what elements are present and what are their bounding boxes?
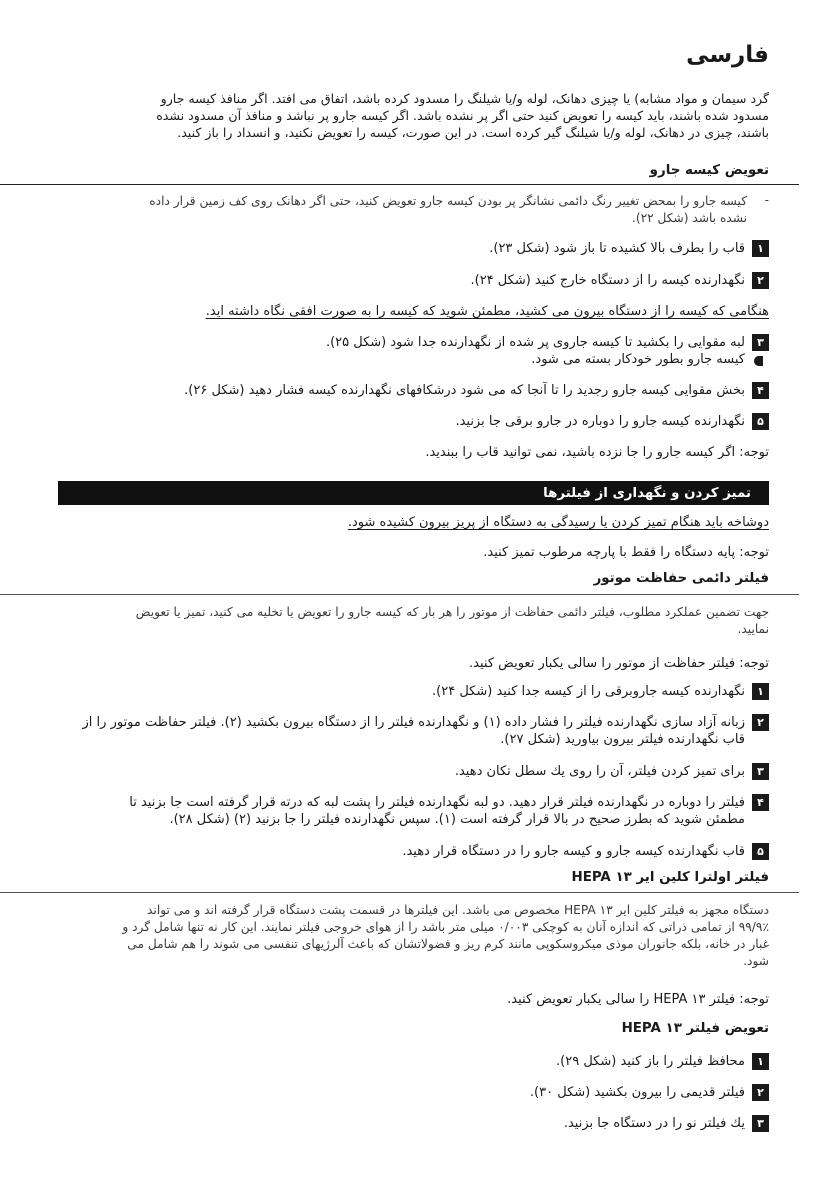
step-line: فیلتر را دوباره در نگهدارنده فیلتر قرار دهید. دو لبه نگهدارنده فیلتر را پشت لبه که درته قرار گرفته است جا بزنید تا [129,795,745,810]
intro-line: مسدود شده باشند، باید کیسه را تعویض کنید حتی اگر پر نشده باشد. اگر کیسه جارو پر نباشد و منافذ آن مسدود نشده [156,108,769,123]
language-title: فارسی [686,42,769,68]
step-item [564,1115,769,1132]
section-bar-title: تمیز کردن و نگهداری از فیلترها [543,485,751,501]
step-number: ۴ [752,794,769,811]
step-line: زبانه آزاد سازی نگهدارنده فیلتر را فشار داده (۱) و نگهدارنده فیلتر را از دستگاه بیرون بکشید (۲). فیلتر حفاظت موتور را از [82,715,745,730]
step-number: ۲ [752,714,769,731]
replace-hepa-heading: تعویض فیلتر HEPA ۱۳ [621,1021,769,1036]
step-item [184,382,769,399]
hepa-paragraph [58,902,769,970]
step-item [83,714,769,748]
step-text: فیلتر قدیمی را بیرون بکشید (شکل ۳۰). [529,1085,745,1100]
step-number: ۱ [752,240,769,257]
step-text: محافظ فیلتر را باز کنید (شکل ۲۹). [556,1054,745,1069]
bullet-dot [754,356,763,366]
step-item [129,794,769,828]
step-text: بخش مقوایی کیسه جارو رجدید را تا آنجا که می شود درشکافهای نگهدارنده کیسه فشار دهید (شکل ۲۶). [184,383,745,398]
warning-text: دوشاخه باید هنگام تمیز کردن یا رسیدگی به دستگاه از پریز بیرون کشیده شود. [347,515,769,530]
step-item [402,843,769,860]
step-text: برای تمیز کردن فیلتر، آن را روی یك سطل تکان دهید. [454,764,745,779]
note-text: توجه: فیلتر HEPA ۱۳ را سالی یکبار تعویض کنید. [507,992,769,1007]
motor-filter-paragraph [58,604,769,638]
step-line: قاب نگهدارنده فیلتر بیرون بیاورید (شکل ۲۷). [500,732,745,747]
step-number: ۲ [752,272,769,289]
intro-line: باشند، چیزی در دهانک، لوله و/یا شیلنگ گیر کرده است. در این صورت، کیسه را تعویض نکنید، و انسداد را باز کنید. [177,125,769,140]
step-number: ۳ [752,763,769,780]
dash-note [58,193,769,227]
step-item [326,334,769,351]
step-text [83,714,745,748]
step-item [530,1084,769,1101]
step-item [432,683,769,700]
step-number: ۳ [752,1115,769,1132]
note-text: توجه: فیلتر حفاظت از موتور را سالی یکبار تعویض کنید. [469,656,769,671]
step-text: لبه مقوایی را بکشید تا کیسه جاروی پر شده از نگهدارنده جدا شود (شکل ۲۵). [325,335,745,350]
paragraph-line: غبار در خانه، بلکه جانوران موذی میکروسکوپی مانند کرم ریز و فضولاتشان که باعث آلرژیهای تنفسی می شوند را هم شامل می [127,937,769,951]
intro-line: گرد سیمان و مواد مشابه) یا چیزی دهانک، لوله و/یا شیلنگ را مسدود کرده باشد، اتفاق می افتد. اگر منافذ کیسه جارو [160,91,769,106]
replace-bag-heading: تعویض کیسه جارو [649,163,769,178]
step-text: قاب نگهدارنده کیسه جارو و کیسه جارو را در دستگاه قرار دهید. [402,844,745,859]
section-bar [58,481,769,505]
step-number: ۲ [752,1084,769,1101]
step-item [455,413,769,430]
dash-bullet: - [764,193,769,207]
step-text: نگهدارنده کیسه جارو را دوباره در جارو برقی جا بزنید. [455,414,745,429]
section-rule [0,594,799,595]
step-number: ۵ [752,843,769,860]
step-text: نگهدارنده کیسه را از دستگاه خارج کنید (شکل ۲۴). [470,273,745,288]
note-text: توجه: اگر کیسه جارو را جا نزده باشید، نمی توانید قاب را ببندید. [425,445,769,460]
step-number: ۵ [752,413,769,430]
step-item [556,1053,769,1070]
section-rule [0,892,799,893]
dash-note-line: نشده باشد (شکل ۲۲). [631,211,747,225]
step-item [455,763,769,780]
hepa-filter-heading: فیلتر اولترا کلین ایر HEPA ۱۳ [571,870,769,885]
intro-paragraph [58,90,769,141]
section-rule [0,184,799,185]
dash-note-line: کیسه جارو را بمحض تغییر رنگ دائمی نشانگر پر بودن کیسه جارو تعویض کنید، حتی اگر دهانک روی کف زمین قرار داده [149,194,747,208]
paragraph-line: ۹۹/۹٪ از تمامی ذراتی که اندازه آنان به کوچکی ۰/۰۰۳ میلی متر باشد را از هوای خروجی فیلتر نمایند. این کار نه تنها شامل گرد و [122,920,769,934]
step-text: یك فیلتر نو را در دستگاه جا بزنید. [563,1116,745,1131]
step-text: نگهدارنده کیسه جاروبرقی را از کیسه جدا کنید (شکل ۲۴). [432,684,745,699]
paragraph-line: جهت تضمین عملکرد مطلوب، فیلتر دائمی حفاظت از موتور را هر بار که کیسه جارو را تعویض یا تخلیه می کنید، تمیز یا تعویض [135,605,769,619]
step-text: قاب را بطرف بالا کشیده تا باز شود (شکل ۲۳). [489,241,745,256]
paragraph-line: دستگاه مجهز به فیلتر کلین ایر HEPA ۱۳ مخصوص می باشد. این فیلترها در قسمت پشت دستگاه قرار گرفته اند و می تواند [147,903,769,917]
step-subtext: کیسه جارو بطور خودکار بسته می شود. [531,352,745,367]
step-number: ۱ [752,683,769,700]
step-number: ۴ [752,382,769,399]
motor-filter-heading: فیلتر دائمی حفاظت موتور [593,571,769,586]
paragraph-line: شود. [743,954,769,968]
note-text: توجه: پایه دستگاه را فقط با پارچه مرطوب تمیز کنید. [483,545,769,560]
step-number: ۳ [752,334,769,351]
step-line: مطمئن شوید که بطرز صحیح در بالا قرار گرفته است (۱). سپس نگهدارنده فیلتر را جا بزنید (۲) (شکل ۲۸). [169,812,745,827]
paragraph-line: نمایید. [737,622,769,636]
step-item [489,240,769,257]
step-number: ۱ [752,1053,769,1070]
step-item [470,272,769,289]
warning-text: هنگامی که کیسه را از دستگاه بیرون می کشید، مطمئن شوید که کیسه را به صورت افقی نگاه داشته اید. [205,304,769,319]
step-text [129,794,745,828]
